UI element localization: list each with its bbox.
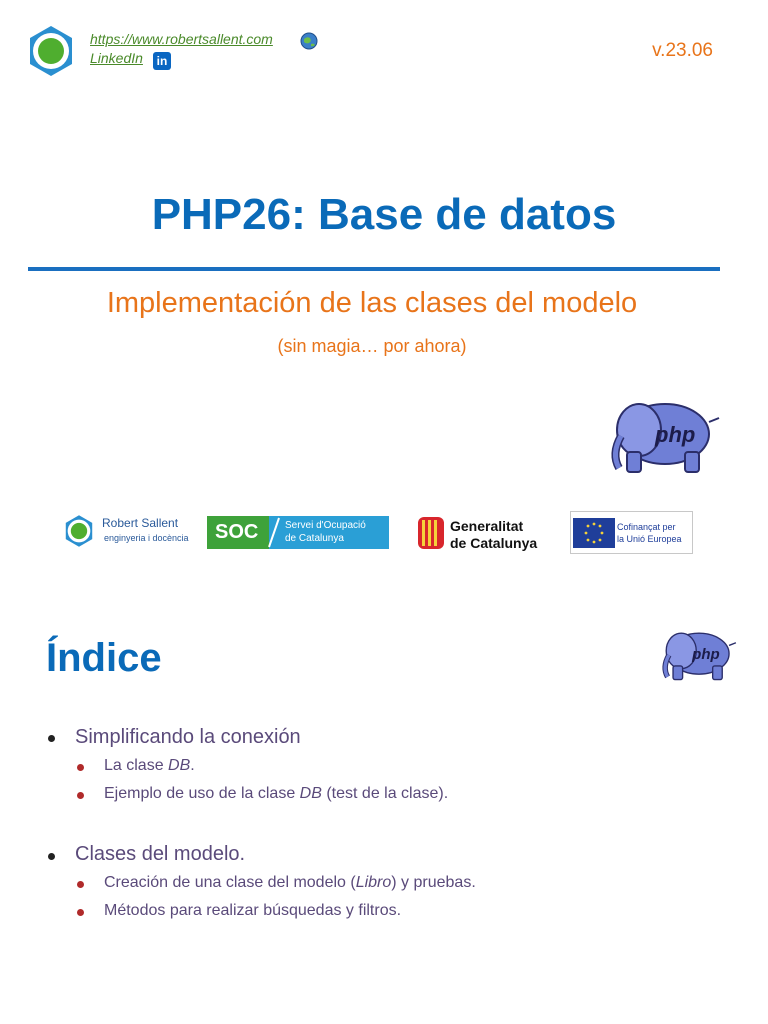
index-item-1-2: Ejemplo de uso de la clase DB (test de la clase). <box>104 785 449 802</box>
robert-sallent-name: Robert Sallent <box>102 516 179 530</box>
index-item-2-2: Métodos para realizar búsquedas y filtros. <box>104 902 402 919</box>
header-links <box>90 30 273 68</box>
linkedin-icon[interactable]: in <box>153 52 171 70</box>
linkedin-link[interactable]: LinkedIn <box>90 50 143 66</box>
soc-logo <box>207 516 389 549</box>
robert-sallent-tagline: enginyeria i docència <box>104 533 189 543</box>
page-title: PHP26: Base de datos <box>151 190 617 239</box>
website-link[interactable]: https://www.robertsallent.com <box>90 31 273 47</box>
sub-bullet-icon <box>77 792 84 799</box>
soc-slash-icon <box>267 516 281 549</box>
robert-sallent-logo <box>24 24 78 78</box>
svg-text:php: php <box>692 646 720 664</box>
title-divider <box>28 267 720 271</box>
index-item-1-1: La clase DB. <box>104 757 195 774</box>
eu-flag-icon <box>573 518 615 548</box>
generalitat-line2: de Catalunya <box>450 535 538 551</box>
svg-text:php: php <box>655 422 696 447</box>
robert-sallent-small-logo <box>62 514 96 548</box>
eu-logo <box>570 511 693 554</box>
index-section-2: Clases del modelo. <box>75 843 246 865</box>
index-heading: Índice <box>46 636 162 680</box>
index-item-2-1: Creación de una clase del modelo (Libro) y pruebas. <box>104 874 476 891</box>
eu-line2: la Unió Europea <box>617 534 682 544</box>
soc-line1: Servei d'Ocupació <box>285 520 366 531</box>
page-subtitle: Implementación de las clases del modelo <box>106 287 638 319</box>
soc-word: SOC <box>215 521 259 543</box>
php-elephant-icon <box>605 396 725 476</box>
version-label: v.23.06 <box>652 40 713 61</box>
generalitat-stripes-icon <box>418 517 444 549</box>
generalitat-line1: Generalitat <box>450 518 524 534</box>
bullet-icon <box>48 853 55 860</box>
eu-line1: Cofinançat per <box>617 522 676 532</box>
sub-bullet-icon <box>77 909 84 916</box>
globe-icon <box>300 32 318 50</box>
soc-line2: de Catalunya <box>285 533 344 544</box>
php-elephant-small-icon <box>658 626 740 684</box>
bullet-icon <box>48 735 55 742</box>
sub-bullet-icon <box>77 881 84 888</box>
page-subnote: (sin magia… por ahora) <box>277 336 467 356</box>
sub-bullet-icon <box>77 764 84 771</box>
index-section-1: Simplificando la conexión <box>75 726 301 748</box>
